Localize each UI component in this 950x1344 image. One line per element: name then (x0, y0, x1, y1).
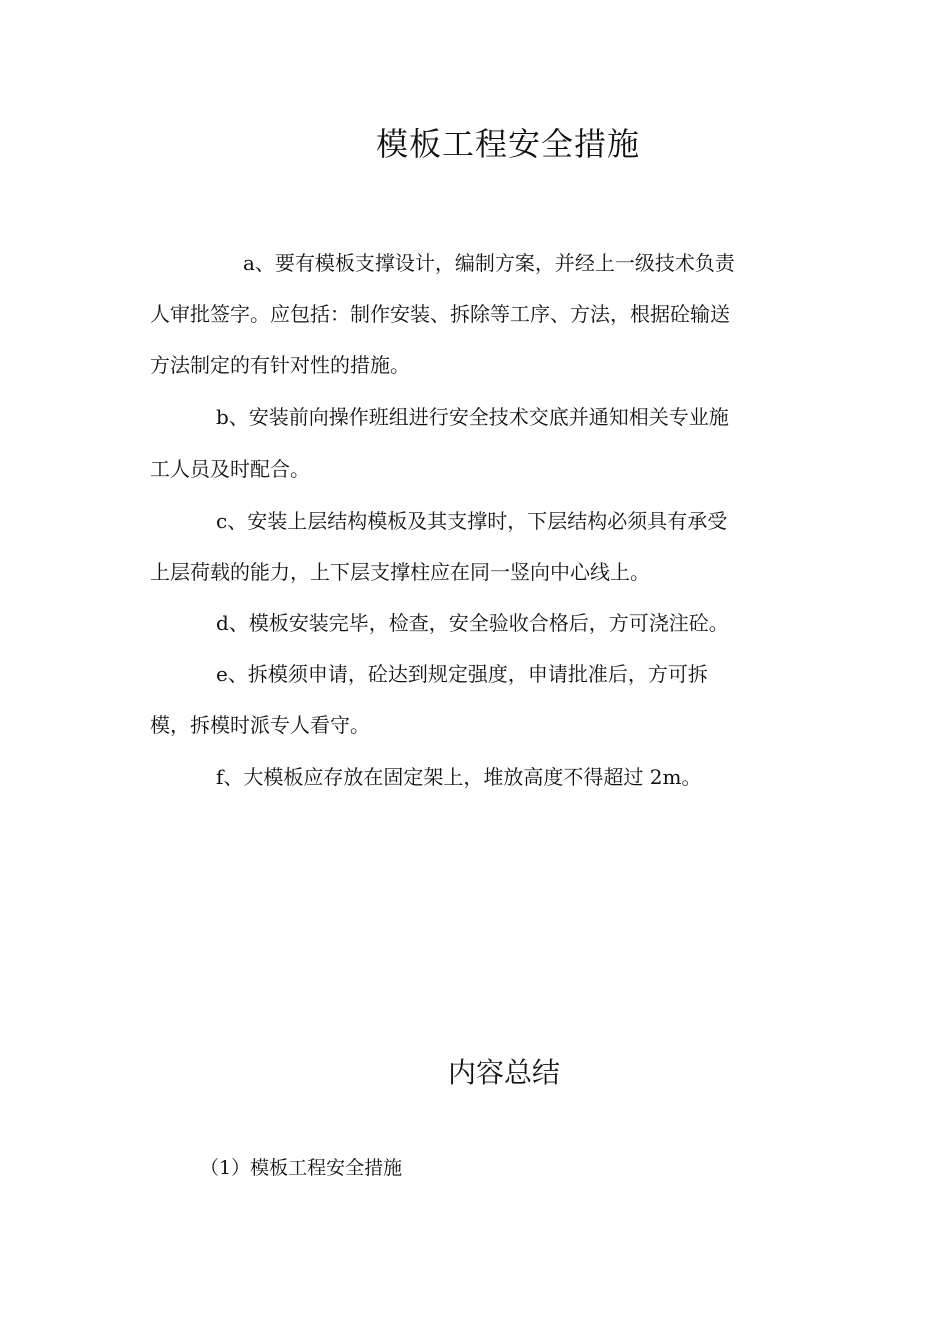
summary-item: （1）模板工程安全措施 (200, 1157, 403, 1179)
paragraph-c-line-2: 上层荷载的能力，上下层支撑柱应在同一竖向中心线上。 (150, 560, 650, 584)
paragraph-f-line-1: f、大模板应存放在固定架上，堆放高度不得超过 2m。 (216, 765, 702, 789)
paragraph-a-line-3: 方法制定的有针对性的措施。 (150, 353, 410, 377)
paragraph-e-line-2: 模，拆模时派专人看守。 (150, 713, 370, 737)
paragraph-e-line-1: e、拆模须申请，砼达到规定强度，申请批准后，方可拆 (216, 662, 708, 686)
paragraph-c-line-1: c、安装上层结构模板及其支撑时，下层结构必须具有承受 (216, 509, 728, 533)
paragraph-a-line-1: a、要有模板支撑设计，编制方案，并经上一级技术负责 (243, 251, 735, 275)
summary-title: 内容总结 (447, 1056, 560, 1089)
paragraph-a-line-2: 人审批签字。应包括：制作安装、拆除等工序、方法，根据砼输送 (150, 302, 730, 326)
paragraph-b-line-2: 工人员及时配合。 (150, 457, 310, 481)
document-title: 模板工程安全措施 (375, 125, 640, 163)
paragraph-b-line-1: b、安装前向操作班组进行安全技术交底并通知相关专业施 (216, 405, 729, 429)
paragraph-d-line-1: d、模板安装完毕，检查，安全验收合格后，方可浇注砼。 (216, 611, 729, 635)
